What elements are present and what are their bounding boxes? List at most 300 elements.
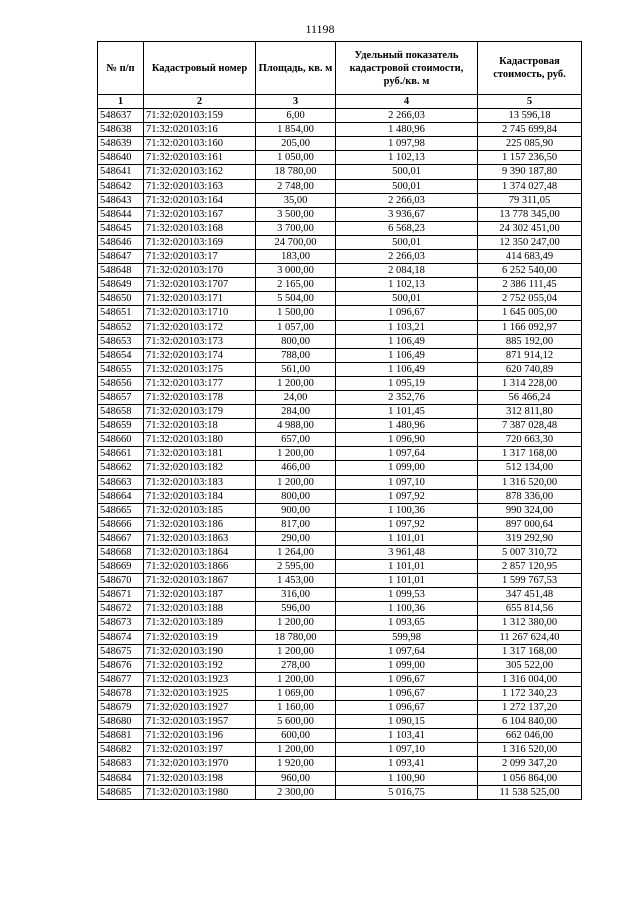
header-area: Площадь, кв. м	[256, 42, 336, 95]
cadastral-value-cell: 13 596,18	[478, 109, 582, 123]
unit-rate-cell: 1 099,53	[336, 588, 478, 602]
area-cell: 24 700,00	[256, 235, 336, 249]
unit-rate-cell: 1 097,92	[336, 517, 478, 531]
table-row	[98, 560, 582, 574]
row-index-cell: 548660	[98, 433, 144, 447]
cadastral-number-cell: 71:32:020103:161	[144, 151, 256, 165]
cadastral-number-cell: 71:32:020103:181	[144, 447, 256, 461]
unit-rate-cell: 500,01	[336, 235, 478, 249]
unit-rate-cell: 3 961,48	[336, 546, 478, 560]
area-cell: 290,00	[256, 531, 336, 545]
row-index-cell: 548666	[98, 517, 144, 531]
unit-rate-cell: 1 480,96	[336, 419, 478, 433]
table-row	[98, 264, 582, 278]
area-cell: 24,00	[256, 390, 336, 404]
cadastral-value-cell: 720 663,30	[478, 433, 582, 447]
cadastral-number-cell: 71:32:020103:187	[144, 588, 256, 602]
cadastral-value-cell: 12 350 247,00	[478, 235, 582, 249]
column-number-row	[98, 95, 582, 109]
cadastral-number-cell: 71:32:020103:186	[144, 517, 256, 531]
header-cadastral-value: Кадастровая стоимость, руб.	[478, 42, 582, 95]
area-cell: 5 504,00	[256, 292, 336, 306]
area-cell: 800,00	[256, 334, 336, 348]
row-index-cell: 548652	[98, 320, 144, 334]
unit-rate-cell: 2 266,03	[336, 250, 478, 264]
table-row	[98, 123, 582, 137]
unit-rate-cell: 1 480,96	[336, 123, 478, 137]
page-number: 11198	[305, 22, 335, 36]
table-row	[98, 137, 582, 151]
cadastral-value-cell: 1 312 380,00	[478, 616, 582, 630]
unit-rate-cell: 1 106,49	[336, 334, 478, 348]
unit-rate-cell: 1 101,45	[336, 405, 478, 419]
area-cell: 788,00	[256, 348, 336, 362]
table-row	[98, 475, 582, 489]
cadastral-number-cell: 71:32:020103:177	[144, 376, 256, 390]
cadastral-number-cell: 71:32:020103:1957	[144, 715, 256, 729]
unit-rate-cell: 1 102,13	[336, 151, 478, 165]
cadastral-value-cell: 312 811,80	[478, 405, 582, 419]
unit-rate-cell: 500,01	[336, 179, 478, 193]
row-index-cell: 548656	[98, 376, 144, 390]
row-index-cell: 548646	[98, 235, 144, 249]
cadastral-number-cell: 71:32:020103:1927	[144, 701, 256, 715]
row-index-cell: 548674	[98, 630, 144, 644]
row-index-cell: 548663	[98, 475, 144, 489]
area-cell: 1 200,00	[256, 447, 336, 461]
area-cell: 278,00	[256, 658, 336, 672]
table-row	[98, 165, 582, 179]
cadastral-value-cell: 1 316 520,00	[478, 743, 582, 757]
row-index-cell: 548679	[98, 701, 144, 715]
cadastral-number-cell: 71:32:020103:192	[144, 658, 256, 672]
cadastral-value-cell: 1 316 004,00	[478, 672, 582, 686]
cadastral-number-cell: 71:32:020103:1864	[144, 546, 256, 560]
cadastral-value-cell: 1 316 520,00	[478, 475, 582, 489]
table-row	[98, 546, 582, 560]
cadastral-value-cell: 2 752 055,04	[478, 292, 582, 306]
row-index-cell: 548671	[98, 588, 144, 602]
unit-rate-cell: 1 099,00	[336, 658, 478, 672]
unit-rate-cell: 1 093,41	[336, 757, 478, 771]
area-cell: 960,00	[256, 771, 336, 785]
row-index-cell: 548639	[98, 137, 144, 151]
table-row	[98, 109, 582, 123]
cadastral-value-cell: 225 085,90	[478, 137, 582, 151]
cadastral-number-cell: 71:32:020103:179	[144, 405, 256, 419]
cadastral-value-cell: 13 778 345,00	[478, 207, 582, 221]
cadastral-number-cell: 71:32:020103:190	[144, 644, 256, 658]
table-row	[98, 757, 582, 771]
area-cell: 2 595,00	[256, 560, 336, 574]
cadastral-value-cell: 11 538 525,00	[478, 785, 582, 799]
cadastral-value-cell: 9 390 187,80	[478, 165, 582, 179]
unit-rate-cell: 1 097,64	[336, 447, 478, 461]
unit-rate-cell: 3 936,67	[336, 207, 478, 221]
header-index: № п/п	[98, 42, 144, 95]
cadastral-number-cell: 71:32:020103:160	[144, 137, 256, 151]
area-cell: 596,00	[256, 602, 336, 616]
row-index-cell: 548684	[98, 771, 144, 785]
area-cell: 3 700,00	[256, 221, 336, 235]
cadastral-value-cell: 1 272 137,20	[478, 701, 582, 715]
area-cell: 284,00	[256, 405, 336, 419]
table-row	[98, 362, 582, 376]
table-row	[98, 292, 582, 306]
area-cell: 1 854,00	[256, 123, 336, 137]
area-cell: 1 200,00	[256, 644, 336, 658]
area-cell: 466,00	[256, 461, 336, 475]
cadastral-number-cell: 71:32:020103:1980	[144, 785, 256, 799]
unit-rate-cell: 1 101,01	[336, 574, 478, 588]
area-cell: 18 780,00	[256, 165, 336, 179]
cadastral-number-cell: 71:32:020103:168	[144, 221, 256, 235]
area-cell: 1 160,00	[256, 701, 336, 715]
row-index-cell: 548645	[98, 221, 144, 235]
cadastral-value-cell: 1 317 168,00	[478, 447, 582, 461]
row-index-cell: 548637	[98, 109, 144, 123]
cadastral-number-cell: 71:32:020103:180	[144, 433, 256, 447]
cadastral-number-cell: 71:32:020103:196	[144, 729, 256, 743]
table-body	[98, 109, 582, 800]
table-row	[98, 686, 582, 700]
row-index-cell: 548672	[98, 602, 144, 616]
cadastral-number-cell: 71:32:020103:1970	[144, 757, 256, 771]
unit-rate-cell: 1 103,21	[336, 320, 478, 334]
unit-rate-cell: 1 101,01	[336, 531, 478, 545]
row-index-cell: 548654	[98, 348, 144, 362]
row-index-cell: 548680	[98, 715, 144, 729]
cadastral-value-cell: 2 857 120,95	[478, 560, 582, 574]
area-cell: 205,00	[256, 137, 336, 151]
row-index-cell: 548668	[98, 546, 144, 560]
unit-rate-cell: 1 096,67	[336, 306, 478, 320]
unit-rate-cell: 2 266,03	[336, 109, 478, 123]
table-row	[98, 489, 582, 503]
cadastral-number-cell: 71:32:020103:1863	[144, 531, 256, 545]
cadastral-number-cell: 71:32:020103:175	[144, 362, 256, 376]
table-row	[98, 461, 582, 475]
row-index-cell: 548655	[98, 362, 144, 376]
table-row	[98, 278, 582, 292]
cadastral-value-cell: 1 599 767,53	[478, 574, 582, 588]
row-index-cell: 548669	[98, 560, 144, 574]
unit-rate-cell: 1 090,15	[336, 715, 478, 729]
table-row	[98, 729, 582, 743]
area-cell: 2 165,00	[256, 278, 336, 292]
row-index-cell: 548675	[98, 644, 144, 658]
table-row	[98, 616, 582, 630]
cadastral-value-cell: 347 451,48	[478, 588, 582, 602]
area-cell: 6,00	[256, 109, 336, 123]
table-row	[98, 503, 582, 517]
row-index-cell: 548659	[98, 419, 144, 433]
header-unit-rate: Удельный показатель кадастровой стоимости, руб./кв. м	[336, 42, 478, 95]
cadastral-value-cell: 414 683,49	[478, 250, 582, 264]
cadastral-value-cell: 512 134,00	[478, 461, 582, 475]
unit-rate-cell: 1 095,19	[336, 376, 478, 390]
table-row	[98, 250, 582, 264]
cadastral-number-cell: 71:32:020103:1707	[144, 278, 256, 292]
cadastral-number-cell: 71:32:020103:197	[144, 743, 256, 757]
area-cell: 35,00	[256, 193, 336, 207]
column-number: 3	[256, 95, 336, 109]
cadastral-number-cell: 71:32:020103:170	[144, 264, 256, 278]
unit-rate-cell: 1 097,92	[336, 489, 478, 503]
cadastral-value-cell: 897 000,64	[478, 517, 582, 531]
cadastral-number-cell: 71:32:020103:188	[144, 602, 256, 616]
area-cell: 2 748,00	[256, 179, 336, 193]
cadastral-number-cell: 71:32:020103:189	[144, 616, 256, 630]
row-index-cell: 548673	[98, 616, 144, 630]
table-row	[98, 334, 582, 348]
unit-rate-cell: 1 097,98	[336, 137, 478, 151]
cadastral-value-cell: 1 172 340,23	[478, 686, 582, 700]
row-index-cell: 548685	[98, 785, 144, 799]
row-index-cell: 548667	[98, 531, 144, 545]
cadastral-value-cell: 990 324,00	[478, 503, 582, 517]
table-row	[98, 390, 582, 404]
area-cell: 1 200,00	[256, 672, 336, 686]
cadastral-number-cell: 71:32:020103:169	[144, 235, 256, 249]
cadastral-number-cell: 71:32:020103:183	[144, 475, 256, 489]
unit-rate-cell: 1 099,00	[336, 461, 478, 475]
area-cell: 900,00	[256, 503, 336, 517]
table-row	[98, 235, 582, 249]
cadastral-number-cell: 71:32:020103:173	[144, 334, 256, 348]
table-row	[98, 630, 582, 644]
unit-rate-cell: 500,01	[336, 165, 478, 179]
unit-rate-cell: 1 106,49	[336, 348, 478, 362]
row-index-cell: 548670	[98, 574, 144, 588]
unit-rate-cell: 1 097,10	[336, 743, 478, 757]
row-index-cell: 548640	[98, 151, 144, 165]
unit-rate-cell: 1 103,41	[336, 729, 478, 743]
row-index-cell: 548678	[98, 686, 144, 700]
header-cadastral-number: Кадастровый номер	[144, 42, 256, 95]
cadastral-number-cell: 71:32:020103:167	[144, 207, 256, 221]
area-cell: 800,00	[256, 489, 336, 503]
table-row	[98, 771, 582, 785]
row-index-cell: 548651	[98, 306, 144, 320]
cadastral-number-cell: 71:32:020103:162	[144, 165, 256, 179]
cadastral-value-cell: 620 740,89	[478, 362, 582, 376]
column-number: 4	[336, 95, 478, 109]
table-row	[98, 433, 582, 447]
cadastral-number-cell: 71:32:020103:198	[144, 771, 256, 785]
cadastral-number-cell: 71:32:020103:171	[144, 292, 256, 306]
table-row	[98, 447, 582, 461]
cadastral-value-cell: 6 252 540,00	[478, 264, 582, 278]
cadastral-value-cell: 1 645 005,00	[478, 306, 582, 320]
unit-rate-cell: 599,98	[336, 630, 478, 644]
row-index-cell: 548681	[98, 729, 144, 743]
area-cell: 1 264,00	[256, 546, 336, 560]
row-index-cell: 548676	[98, 658, 144, 672]
cadastral-value-cell: 2 099 347,20	[478, 757, 582, 771]
cadastral-value-cell: 1 314 228,00	[478, 376, 582, 390]
row-index-cell: 548683	[98, 757, 144, 771]
cadastral-value-cell: 7 387 028,48	[478, 419, 582, 433]
unit-rate-cell: 500,01	[336, 292, 478, 306]
unit-rate-cell: 6 568,23	[336, 221, 478, 235]
cadastral-number-cell: 71:32:020103:1867	[144, 574, 256, 588]
cadastral-value-cell: 1 157 236,50	[478, 151, 582, 165]
cadastral-value-cell: 79 311,05	[478, 193, 582, 207]
unit-rate-cell: 2 352,76	[336, 390, 478, 404]
area-cell: 1 057,00	[256, 320, 336, 334]
row-index-cell: 548644	[98, 207, 144, 221]
table-row	[98, 743, 582, 757]
row-index-cell: 548682	[98, 743, 144, 757]
table-row	[98, 785, 582, 799]
unit-rate-cell: 2 084,18	[336, 264, 478, 278]
cadastral-value-cell: 6 104 840,00	[478, 715, 582, 729]
unit-rate-cell: 1 100,90	[336, 771, 478, 785]
cadastral-value-cell: 305 522,00	[478, 658, 582, 672]
unit-rate-cell: 1 097,10	[336, 475, 478, 489]
area-cell: 183,00	[256, 250, 336, 264]
table-row	[98, 531, 582, 545]
table-row	[98, 672, 582, 686]
cadastral-number-cell: 71:32:020103:18	[144, 419, 256, 433]
area-cell: 5 600,00	[256, 715, 336, 729]
row-index-cell: 548643	[98, 193, 144, 207]
cadastral-value-cell: 11 267 624,40	[478, 630, 582, 644]
table-row	[98, 419, 582, 433]
cadastral-value-cell: 56 466,24	[478, 390, 582, 404]
area-cell: 657,00	[256, 433, 336, 447]
area-cell: 817,00	[256, 517, 336, 531]
area-cell: 600,00	[256, 729, 336, 743]
cadastral-value-cell: 1 374 027,48	[478, 179, 582, 193]
row-index-cell: 548653	[98, 334, 144, 348]
cadastral-number-cell: 71:32:020103:17	[144, 250, 256, 264]
cadastral-value-cell: 2 386 111,45	[478, 278, 582, 292]
cadastral-number-cell: 71:32:020103:174	[144, 348, 256, 362]
unit-rate-cell: 1 096,67	[336, 686, 478, 700]
table-row	[98, 376, 582, 390]
table-row	[98, 221, 582, 235]
row-index-cell: 548641	[98, 165, 144, 179]
unit-rate-cell: 1 096,67	[336, 672, 478, 686]
unit-rate-cell: 1 101,01	[336, 560, 478, 574]
area-cell: 18 780,00	[256, 630, 336, 644]
table-row	[98, 193, 582, 207]
cadastral-number-cell: 71:32:020103:185	[144, 503, 256, 517]
area-cell: 316,00	[256, 588, 336, 602]
table-row	[98, 701, 582, 715]
unit-rate-cell: 2 266,03	[336, 193, 478, 207]
column-number: 2	[144, 95, 256, 109]
area-cell: 1 920,00	[256, 757, 336, 771]
header-row	[98, 42, 582, 95]
table-row	[98, 588, 582, 602]
unit-rate-cell: 1 097,64	[336, 644, 478, 658]
row-index-cell: 548664	[98, 489, 144, 503]
cadastral-number-cell: 71:32:020103:178	[144, 390, 256, 404]
table-row	[98, 715, 582, 729]
area-cell: 3 000,00	[256, 264, 336, 278]
table-row	[98, 151, 582, 165]
row-index-cell: 548658	[98, 405, 144, 419]
area-cell: 2 300,00	[256, 785, 336, 799]
unit-rate-cell: 1 096,90	[336, 433, 478, 447]
column-number: 5	[478, 95, 582, 109]
table-row	[98, 207, 582, 221]
cadastral-number-cell: 71:32:020103:164	[144, 193, 256, 207]
table-row	[98, 179, 582, 193]
area-cell: 1 200,00	[256, 475, 336, 489]
cadastral-number-cell: 71:32:020103:172	[144, 320, 256, 334]
cadastral-value-cell: 1 166 092,97	[478, 320, 582, 334]
area-cell: 1 200,00	[256, 376, 336, 390]
cadastral-value-cell: 1 056 864,00	[478, 771, 582, 785]
cadastral-value-cell: 1 317 168,00	[478, 644, 582, 658]
row-index-cell: 548662	[98, 461, 144, 475]
area-cell: 3 500,00	[256, 207, 336, 221]
row-index-cell: 548649	[98, 278, 144, 292]
cadastral-number-cell: 71:32:020103:1710	[144, 306, 256, 320]
row-index-cell: 548638	[98, 123, 144, 137]
cadastral-value-cell: 662 046,00	[478, 729, 582, 743]
area-cell: 1 050,00	[256, 151, 336, 165]
table-row	[98, 306, 582, 320]
cadastral-value-cell: 24 302 451,00	[478, 221, 582, 235]
unit-rate-cell: 1 100,36	[336, 503, 478, 517]
row-index-cell: 548647	[98, 250, 144, 264]
cadastral-number-cell: 71:32:020103:163	[144, 179, 256, 193]
table-row	[98, 602, 582, 616]
area-cell: 4 988,00	[256, 419, 336, 433]
unit-rate-cell: 1 102,13	[336, 278, 478, 292]
area-cell: 1 200,00	[256, 743, 336, 757]
table-row	[98, 405, 582, 419]
cadastral-number-cell: 71:32:020103:182	[144, 461, 256, 475]
cadastral-value-cell: 319 292,90	[478, 531, 582, 545]
cadastral-value-cell: 871 914,12	[478, 348, 582, 362]
unit-rate-cell: 5 016,75	[336, 785, 478, 799]
row-index-cell: 548642	[98, 179, 144, 193]
unit-rate-cell: 1 100,36	[336, 602, 478, 616]
row-index-cell: 548648	[98, 264, 144, 278]
table-row	[98, 658, 582, 672]
cadastral-number-cell: 71:32:020103:1923	[144, 672, 256, 686]
area-cell: 1 200,00	[256, 616, 336, 630]
unit-rate-cell: 1 106,49	[336, 362, 478, 376]
table-row	[98, 320, 582, 334]
row-index-cell: 548665	[98, 503, 144, 517]
cadastral-table	[97, 41, 582, 800]
cadastral-value-cell: 655 814,56	[478, 602, 582, 616]
unit-rate-cell: 1 093,65	[336, 616, 478, 630]
row-index-cell: 548677	[98, 672, 144, 686]
area-cell: 1 500,00	[256, 306, 336, 320]
row-index-cell: 548661	[98, 447, 144, 461]
unit-rate-cell: 1 096,67	[336, 701, 478, 715]
area-cell: 1 069,00	[256, 686, 336, 700]
cadastral-number-cell: 71:32:020103:159	[144, 109, 256, 123]
cadastral-value-cell: 885 192,00	[478, 334, 582, 348]
row-index-cell: 548650	[98, 292, 144, 306]
cadastral-value-cell: 5 007 310,72	[478, 546, 582, 560]
area-cell: 1 453,00	[256, 574, 336, 588]
cadastral-value-cell: 2 745 699,84	[478, 123, 582, 137]
area-cell: 561,00	[256, 362, 336, 376]
cadastral-number-cell: 71:32:020103:184	[144, 489, 256, 503]
cadastral-number-cell: 71:32:020103:19	[144, 630, 256, 644]
cadastral-number-cell: 71:32:020103:16	[144, 123, 256, 137]
